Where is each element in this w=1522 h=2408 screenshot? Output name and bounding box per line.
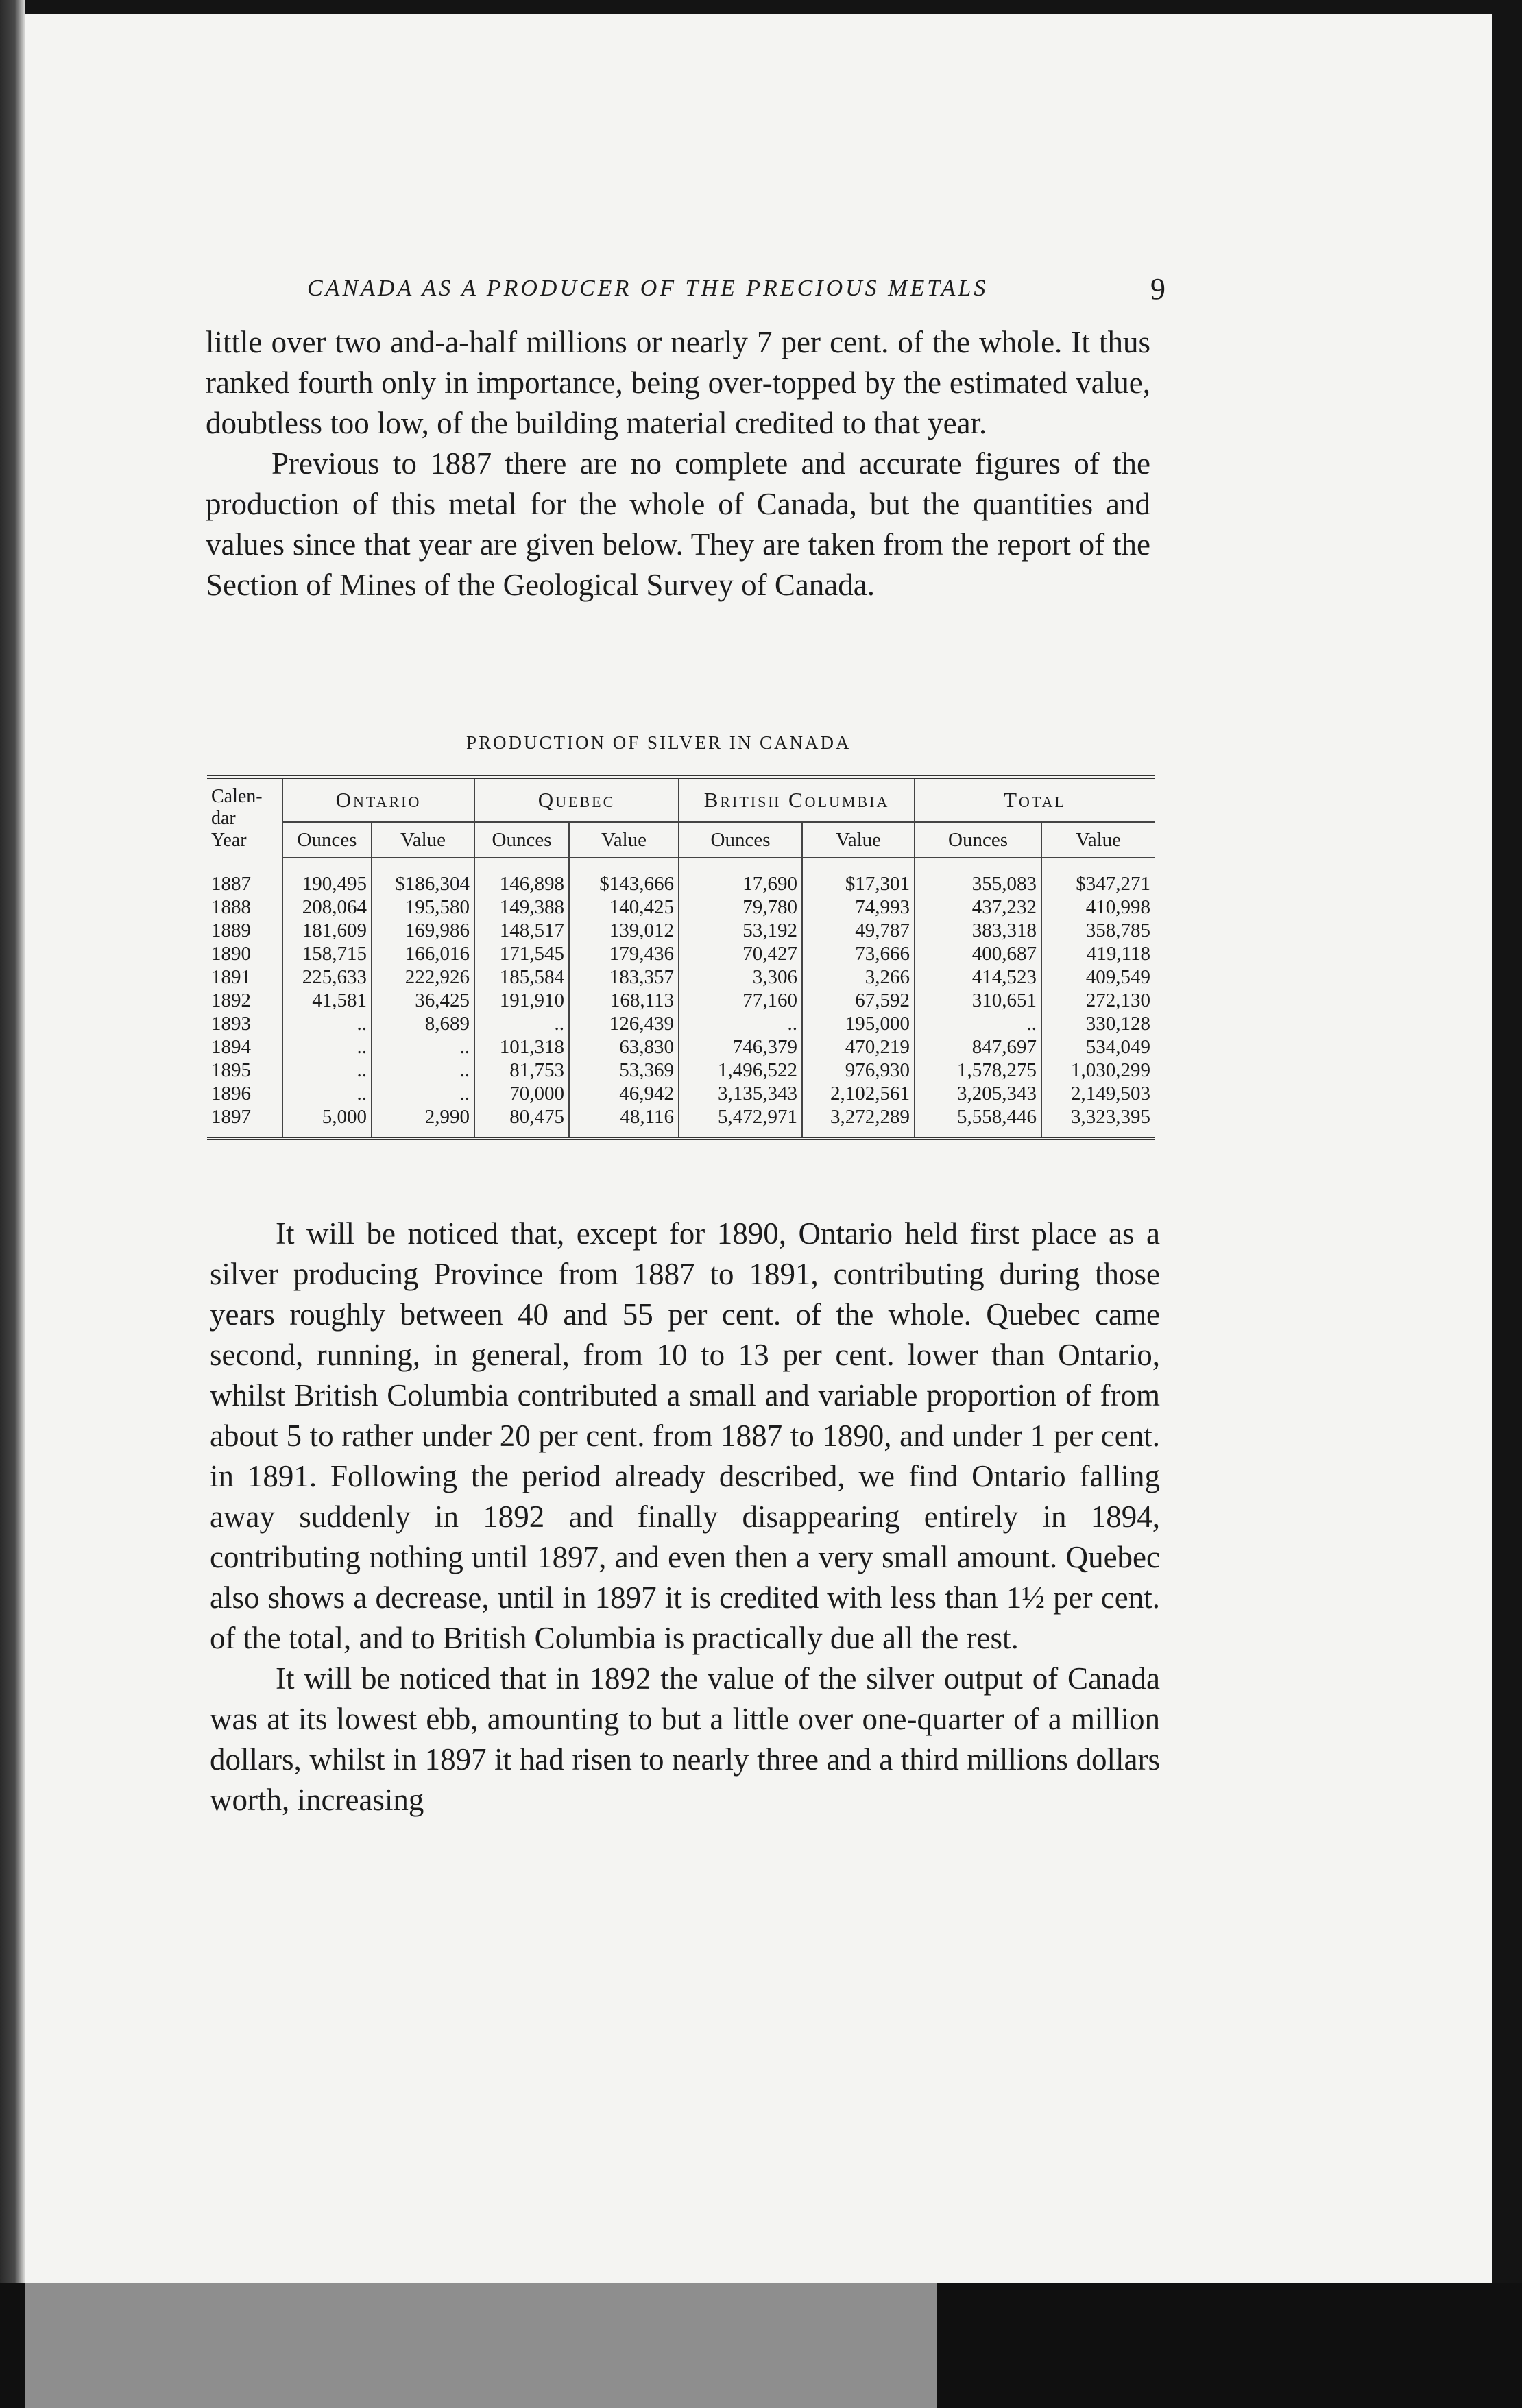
table-cell: $143,666 — [569, 858, 679, 895]
paragraph: It will be noticed that in 1892 the value of the silver output of Canada was at its lowest ebb, amounting to but a little over one-quarter of a million dollars, whilst in 1897 it had risen to nearly three and a third millions dollars worth, increasing — [210, 1661, 1160, 1817]
table-cell: 2,102,561 — [802, 1082, 915, 1105]
table-cell: 414,523 — [915, 965, 1041, 989]
year-cell: 1887 — [207, 858, 282, 895]
table-cell: 171,545 — [474, 942, 569, 965]
table-cell: 146,898 — [474, 858, 569, 895]
table-cell: 3,135,343 — [679, 1082, 802, 1105]
table-row — [207, 895, 1155, 919]
group-header-total: Total — [1004, 788, 1066, 812]
table-cell: 191,910 — [474, 989, 569, 1012]
subheader-value: Value — [372, 822, 474, 858]
table-cell: 383,318 — [915, 919, 1041, 942]
table-cell: 46,942 — [569, 1082, 679, 1105]
table-cell: 355,083 — [915, 858, 1041, 895]
subheader-value: Value — [569, 822, 679, 858]
table-cell: 148,517 — [474, 919, 569, 942]
page-header — [206, 272, 1165, 317]
table-cell: 139,012 — [569, 919, 679, 942]
table-cell: 77,160 — [679, 989, 802, 1012]
table-cell: $17,301 — [802, 858, 915, 895]
table-cell: 310,651 — [915, 989, 1041, 1012]
paragraph: Previous to 1887 there are no complete and accurate figures of the production of this metal for the whole of Canada, but the quantities and values since that year are given below. They are taken from the report of the Section of Mines of the Geological Survey of Canada. — [206, 446, 1150, 602]
table-cell: 400,687 — [915, 942, 1041, 965]
table-cell: .. — [679, 1012, 802, 1035]
paragraph: It will be noticed that, except for 1890, Ontario held first place as a silver producing Province from 1887 to 1891, contributing during those years roughly between 40 and 55 per cent. of the whole. Quebec came second, running, in general, from 10 to 13 per cent. lower than Ontario, whilst British Columbia contributed a small and variable proportion of from about 5 to rather under 20 per cent. from 1887 to 1890, and under 1 per cent. in 1891. Following the period already described, we find Ontario falling away suddenly in 1892 and finally disappearing entirely in 1894, contributing nothing until 1897, and even then a very small amount. Quebec also shows a decrease, until in 1897 it is credited with less than 1½ per cent. of the total, and to British Columbia is practically due all the rest. — [210, 1216, 1160, 1655]
table-cell: .. — [282, 1035, 372, 1059]
page-number: 9 — [1150, 272, 1165, 306]
table-cell: 3,323,395 — [1071, 1106, 1151, 1128]
table-cell: 3,306 — [679, 965, 802, 989]
table-row — [207, 1105, 1155, 1137]
table-cell: 149,388 — [474, 895, 569, 919]
table-cell: 3,272,289 — [802, 1105, 915, 1137]
table-title: PRODUCTION OF SILVER IN CANADA — [466, 732, 851, 753]
table-cell: 5,472,971 — [679, 1105, 802, 1137]
table-cell: 74,993 — [802, 895, 915, 919]
table-cell: .. — [372, 1059, 474, 1082]
table-cell: 53,192 — [679, 919, 802, 942]
table-row — [207, 1035, 1155, 1059]
subheader-value: Value — [1041, 822, 1155, 858]
silver-production-table — [207, 775, 1155, 1140]
subheader-ounces: Ounces — [474, 822, 569, 858]
table-cell: 70,000 — [474, 1082, 569, 1105]
table-cell: 185,584 — [474, 965, 569, 989]
table-cell: 101,318 — [474, 1035, 569, 1059]
table-cell: .. — [372, 1082, 474, 1105]
year-cell: 1889 — [207, 919, 282, 942]
table-cell: 1,578,275 — [915, 1059, 1041, 1082]
year-cell: 1890 — [207, 942, 282, 965]
table-cell: 3,266 — [802, 965, 915, 989]
table-row — [207, 858, 1155, 895]
table-cell: 2,990 — [372, 1105, 474, 1137]
table-row — [207, 1082, 1155, 1105]
table-cell: 1,496,522 — [679, 1059, 802, 1082]
subheader-value: Value — [802, 822, 915, 858]
year-column-header: Calen- dar Year — [207, 779, 282, 858]
table-row — [207, 919, 1155, 942]
table-cell: 79,780 — [679, 895, 802, 919]
table-cell: 48,116 — [569, 1105, 679, 1137]
year-cell: 1897 — [207, 1105, 282, 1137]
table-cell: 140,425 — [569, 895, 679, 919]
table-cell: .. — [372, 1035, 474, 1059]
table-cell: $347,271 — [1076, 873, 1151, 895]
table-cell: 8,689 — [372, 1012, 474, 1035]
year-cell: 1896 — [207, 1082, 282, 1105]
table-cell: .. — [915, 1012, 1041, 1035]
table-cell: 168,113 — [569, 989, 679, 1012]
body-text-bottom — [210, 1214, 1160, 1820]
table-cell: 5,558,446 — [915, 1105, 1041, 1137]
table-cell: 410,998 — [1085, 896, 1151, 918]
group-header-quebec: Quebec — [474, 779, 679, 822]
table-row — [207, 1059, 1155, 1082]
table-cell: 534,049 — [1085, 1036, 1151, 1058]
table-cell: 470,219 — [802, 1035, 915, 1059]
table-cell: 746,379 — [679, 1035, 802, 1059]
year-cell: 1893 — [207, 1012, 282, 1035]
table-cell: 179,436 — [569, 942, 679, 965]
table-cell: 169,986 — [372, 919, 474, 942]
table-cell: 225,633 — [282, 965, 372, 989]
book-spine-edge — [0, 0, 25, 2408]
table-cell: 49,787 — [802, 919, 915, 942]
table-cell: 208,064 — [282, 895, 372, 919]
table-cell: 437,232 — [915, 895, 1041, 919]
table-cell: 126,439 — [569, 1012, 679, 1035]
table-cell: .. — [282, 1012, 372, 1035]
group-header-ontario: Ontario — [282, 779, 474, 822]
table-cell: 3,205,343 — [915, 1082, 1041, 1105]
table-cell: .. — [282, 1082, 372, 1105]
table-cell: 81,753 — [474, 1059, 569, 1082]
table-cell: 195,580 — [372, 895, 474, 919]
table-cell: 5,000 — [282, 1105, 372, 1137]
table-cell: 419,118 — [1086, 943, 1151, 965]
table-row — [207, 989, 1155, 1012]
year-cell: 1891 — [207, 965, 282, 989]
table-cell: 158,715 — [282, 942, 372, 965]
table-cell: 1,030,299 — [1071, 1059, 1151, 1081]
table-row — [207, 942, 1155, 965]
table-cell: 2,149,503 — [1071, 1083, 1151, 1105]
table-cell: 41,581 — [282, 989, 372, 1012]
year-cell: 1894 — [207, 1035, 282, 1059]
table-cell: 17,690 — [679, 858, 802, 895]
table-cell: 183,357 — [569, 965, 679, 989]
body-text-top — [206, 322, 1150, 605]
year-cell: 1888 — [207, 895, 282, 919]
table-cell: 358,785 — [1085, 919, 1151, 941]
table-body — [207, 858, 1155, 1137]
table-cell: 80,475 — [474, 1105, 569, 1137]
table-cell: 409,549 — [1085, 966, 1151, 988]
table-row — [207, 1012, 1155, 1035]
paragraph: little over two and-a-half millions or nearly 7 per cent. of the whole. It thus ranked fourth only in importance, being over-topped by the estimated value, doubtless too low, of the building material credited to that year. — [206, 325, 1150, 440]
table-cell: .. — [282, 1059, 372, 1082]
subheader-ounces: Ounces — [679, 822, 802, 858]
table-cell: 195,000 — [802, 1012, 915, 1035]
table-cell: 70,427 — [679, 942, 802, 965]
table-cell: 190,495 — [282, 858, 372, 895]
table-cell: 847,697 — [915, 1035, 1041, 1059]
table-cell: 67,592 — [802, 989, 915, 1012]
table-cell: .. — [474, 1012, 569, 1035]
running-title: CANADA AS A PRODUCER OF THE PRECIOUS METALS — [307, 276, 989, 301]
year-cell: 1895 — [207, 1059, 282, 1082]
table-cell: 272,130 — [1085, 989, 1151, 1011]
table-cell: 166,016 — [372, 942, 474, 965]
table-cell: 53,369 — [569, 1059, 679, 1082]
table-bottom-rule — [207, 1137, 1155, 1140]
table-cell: $186,304 — [372, 858, 474, 895]
table-cell: 181,609 — [282, 919, 372, 942]
table-cell: 73,666 — [802, 942, 915, 965]
table-cell: 330,128 — [1085, 1013, 1151, 1035]
table-cell: 63,830 — [569, 1035, 679, 1059]
table-cell: 222,926 — [372, 965, 474, 989]
table-cell: 976,930 — [802, 1059, 915, 1082]
table-cell: 36,425 — [372, 989, 474, 1012]
year-cell: 1892 — [207, 989, 282, 1012]
subheader-ounces: Ounces — [915, 822, 1041, 858]
subheader-ounces: Ounces — [282, 822, 372, 858]
table-row — [207, 965, 1155, 989]
group-header-british-columbia: British Columbia — [679, 779, 915, 822]
